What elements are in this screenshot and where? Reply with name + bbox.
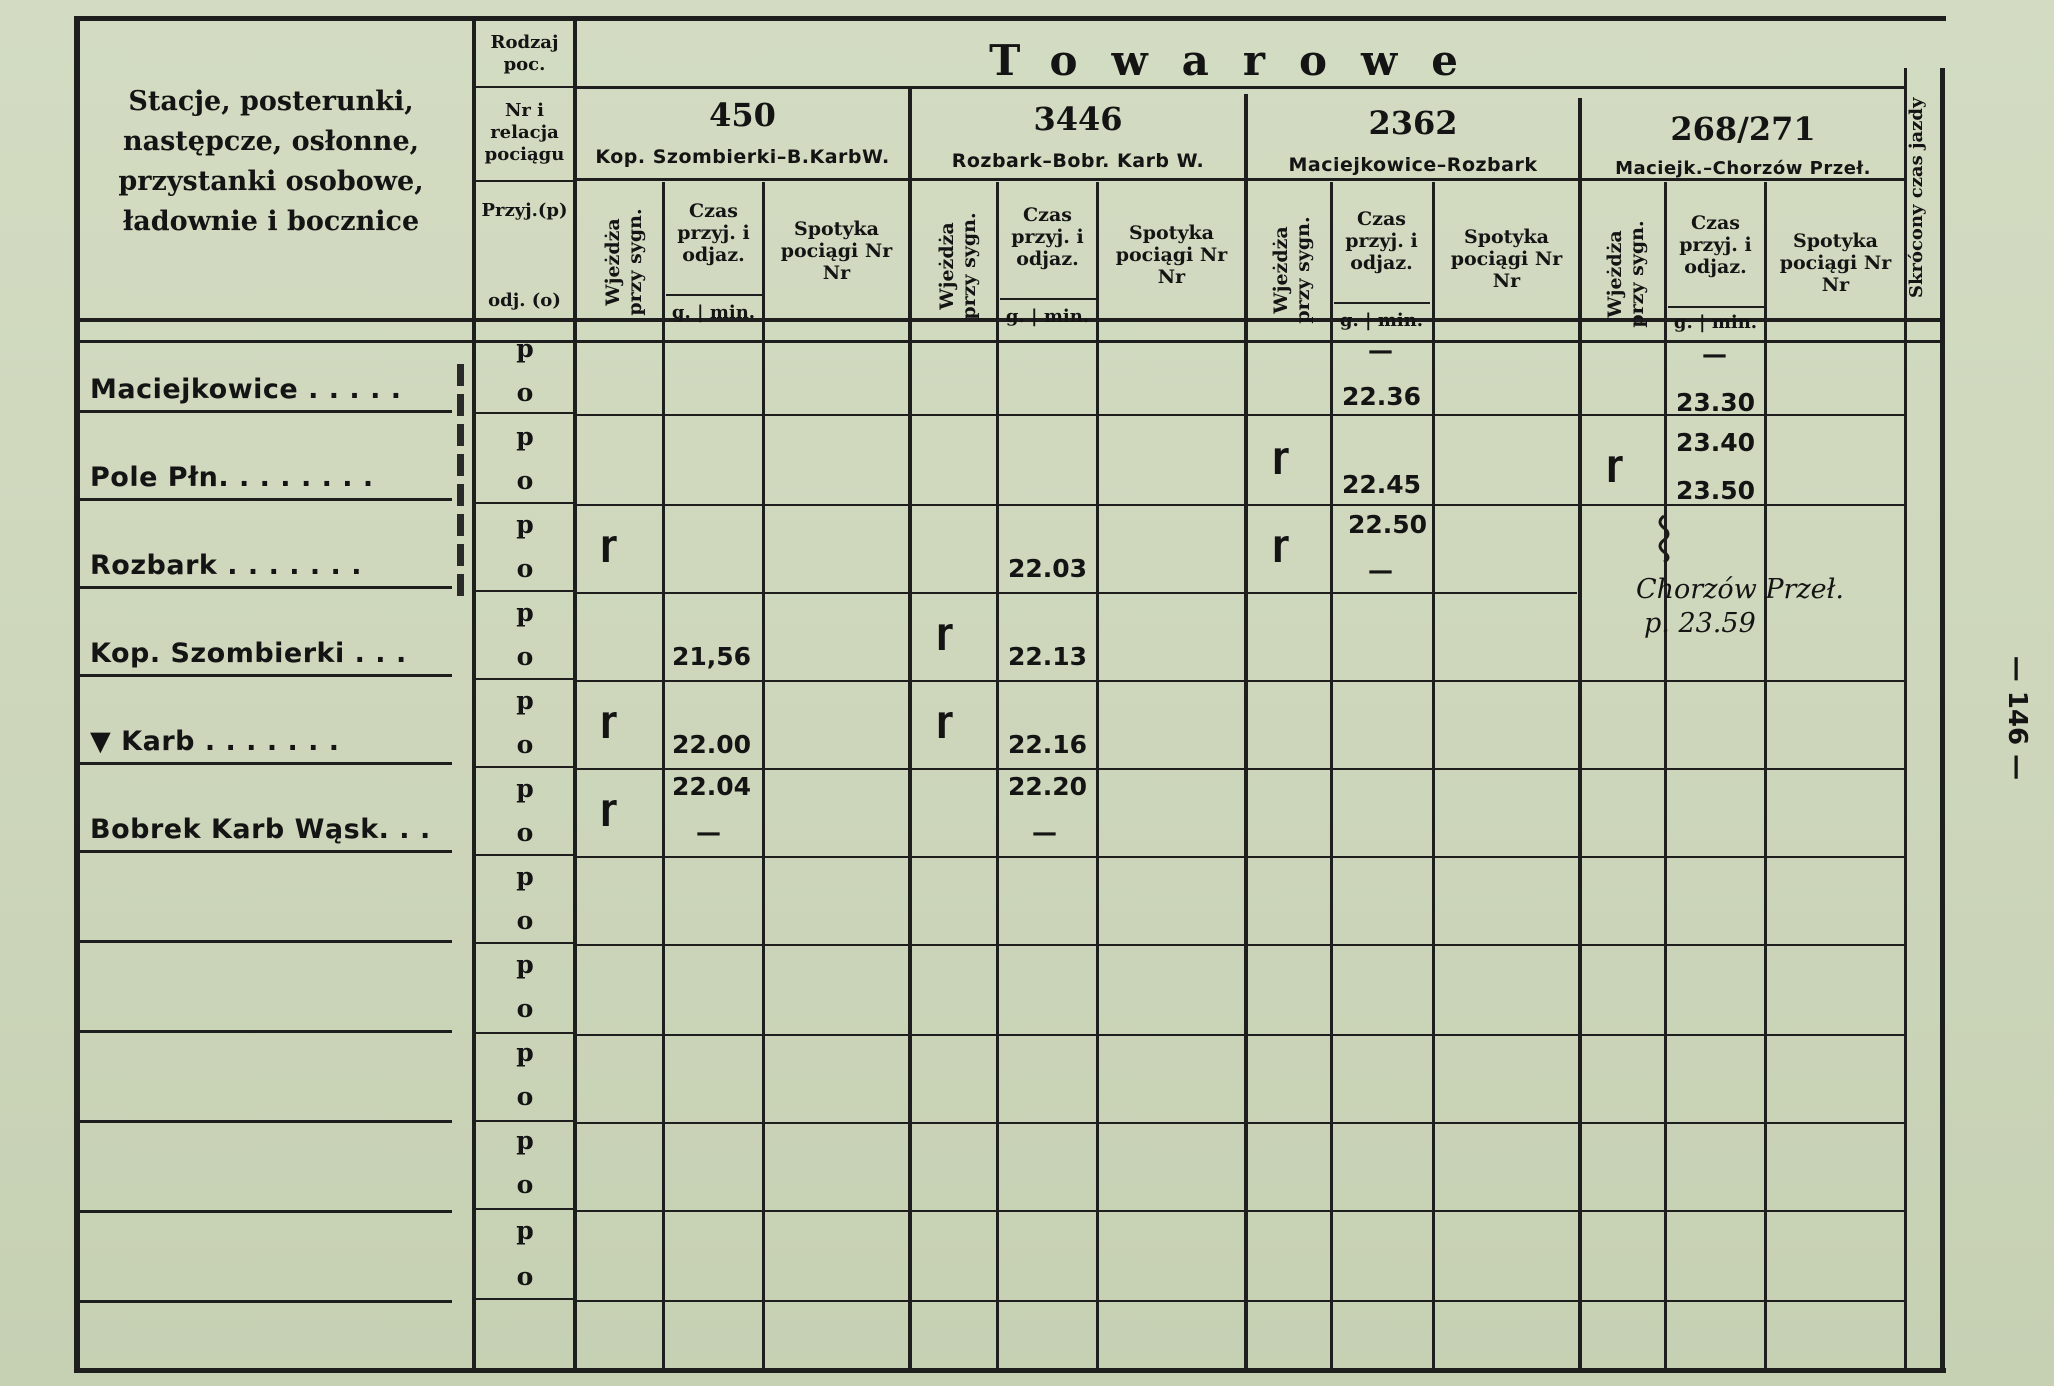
t2362-rozbark-signal-icon: ɼ: [1272, 524, 1289, 564]
stations-heading: Stacje, posterunki, następcze, osłonne, przystanki osobowe, ładownie i bocznice: [118, 86, 424, 237]
train-3446-number: 3446: [1033, 100, 1123, 138]
t3446-bobrek-arrival: 22.20: [1008, 772, 1088, 801]
station-karb-row: [90, 726, 340, 757]
departure-heading: odj. (o): [488, 290, 561, 311]
train-268-number: 268/271: [1670, 110, 1816, 148]
t268-pole-signal-icon: ɼ: [1606, 444, 1623, 484]
train-2362-relation: Maciejkowice–Rozbark: [1288, 154, 1538, 176]
train-268-relation: Maciejk.–Chorzów Przeł.: [1615, 158, 1871, 179]
t268-pole-departure: 23.50: [1676, 476, 1756, 505]
terminus-note-line2: p. 23.59: [1644, 608, 1756, 639]
t2362-gmin-heading: g. | min.: [1339, 310, 1424, 331]
station-karb: Karb . . . . . . .: [121, 726, 340, 757]
po-o: o: [516, 1262, 534, 1291]
po-p: p: [516, 334, 534, 363]
t2362-meets-heading: Spotyka pociągi Nr Nr: [1450, 226, 1563, 292]
t3446-signal-heading: Wjeżdża przy sygn.: [936, 212, 980, 320]
po-p: p: [516, 862, 534, 891]
line-marker: [457, 454, 464, 476]
t2362-macie-arrival: —: [1368, 336, 1393, 365]
t450-karb-signal-icon: ɼ: [600, 700, 617, 740]
po-p: p: [516, 774, 534, 803]
t2362-time-heading: Czas przyj. i odjaz.: [1345, 208, 1418, 274]
t268-macie-arrival: —: [1702, 340, 1727, 369]
t450-rozbark-signal-icon: ɼ: [600, 524, 617, 564]
t2362-pole-departure: 22.45: [1342, 470, 1422, 499]
t450-bobrek-signal-icon: ɼ: [600, 788, 617, 828]
po-p: p: [516, 510, 534, 539]
po-o: o: [516, 378, 534, 407]
t450-bobrek-arrival: 22.04: [672, 772, 752, 801]
train-type-heading: Rodzaj poc.: [490, 32, 559, 75]
arrival-heading: Przyj.(p): [481, 200, 568, 221]
line-marker: [457, 544, 464, 566]
station-pole-pln: Pole Płn. . . . . . . .: [90, 462, 374, 493]
category-heading: Towarowe: [989, 36, 1492, 85]
t268-time-heading: Czas przyj. i odjaz.: [1679, 212, 1752, 278]
t3446-kop-departure: 22.13: [1008, 642, 1088, 671]
t3446-bobrek-departure: —: [1032, 818, 1057, 847]
po-p: p: [516, 686, 534, 715]
po-p: p: [516, 950, 534, 979]
po-o: o: [516, 1170, 534, 1199]
po-o: o: [516, 554, 534, 583]
po-p: p: [516, 598, 534, 627]
t450-time-heading: Czas przyj. i odjaz.: [677, 200, 750, 266]
t2362-signal-heading: Wjeżdża przy sygn.: [1270, 216, 1314, 324]
po-o: o: [516, 994, 534, 1023]
t2362-rozbark-arrival: 22.50: [1348, 510, 1428, 539]
train-450-relation: Kop. Szombierki–B.KarbW.: [595, 146, 890, 168]
station-maciejkowice: Maciejkowice . . . . .: [90, 374, 402, 405]
t450-bobrek-departure: —: [696, 818, 721, 847]
line-marker: [457, 424, 464, 446]
t3446-time-heading: Czas przyj. i odjaz.: [1011, 204, 1084, 270]
t268-gmin-heading: g. | min.: [1673, 312, 1758, 333]
t268-meets-heading: Spotyka pociągi Nr Nr: [1779, 230, 1892, 296]
po-o: o: [516, 818, 534, 847]
station-rozbark: Rozbark . . . . . . .: [90, 550, 362, 581]
t3446-rozbark-departure: 22.03: [1008, 554, 1088, 583]
po-p: p: [516, 1216, 534, 1245]
line-marker: [457, 364, 464, 386]
train-450-number: 450: [709, 96, 776, 134]
train-number-heading: Nr i relacja pociągu: [484, 100, 565, 165]
line-marker: [457, 394, 464, 416]
line-marker: [457, 514, 464, 536]
t3446-gmin-heading: g. | min.: [1005, 306, 1090, 327]
line-marker: [457, 484, 464, 506]
t450-gmin-heading: g. | min.: [671, 302, 756, 323]
po-p: p: [516, 1126, 534, 1155]
t450-meets-heading: Spotyka pociągi Nr Nr: [780, 218, 893, 284]
station-bobrek-karb: Bobrek Karb Wąsk. . .: [90, 814, 431, 845]
po-o: o: [516, 642, 534, 671]
t2362-rozbark-departure: —: [1368, 556, 1393, 585]
t2362-macie-departure: 22.36: [1342, 382, 1422, 411]
po-o: o: [516, 730, 534, 759]
continuation-squiggle-icon: [1652, 514, 1676, 564]
terminus-note-line1: Chorzów Przeł.: [1636, 574, 1844, 605]
t3446-meets-heading: Spotyka pociągi Nr Nr: [1115, 222, 1228, 288]
po-p: p: [516, 422, 534, 451]
t3446-karb-departure: 22.16: [1008, 730, 1088, 759]
po-o: o: [516, 906, 534, 935]
po-p: p: [516, 1038, 534, 1067]
t2362-pole-signal-icon: ɼ: [1272, 436, 1289, 476]
train-3446-relation: Rozbark–Bobr. Karb W.: [951, 150, 1205, 172]
t3446-kop-signal-icon: ɼ: [936, 612, 953, 652]
po-o: o: [516, 1082, 534, 1111]
karb-marker-icon: ▼: [90, 726, 112, 757]
train-2362-number: 2362: [1368, 104, 1458, 142]
t450-signal-heading: Wjeżdża przy sygn.: [602, 208, 646, 316]
shortened-time-heading: Skrócony czas jazdy: [1906, 97, 1927, 298]
po-o: o: [516, 466, 534, 495]
line-marker: [457, 574, 464, 596]
t268-signal-heading: Wjeżdża przy sygn.: [1604, 220, 1648, 328]
station-kop-szombierki: Kop. Szombierki . . .: [90, 638, 407, 669]
t450-kop-departure: 21,56: [672, 642, 752, 671]
t268-macie-departure: 23.30: [1676, 388, 1756, 417]
t268-pole-arrival: 23.40: [1676, 428, 1756, 457]
page-number: — 146 —: [2002, 655, 2032, 781]
t450-karb-departure: 22.00: [672, 730, 752, 759]
t3446-karb-signal-icon: ɼ: [936, 700, 953, 740]
